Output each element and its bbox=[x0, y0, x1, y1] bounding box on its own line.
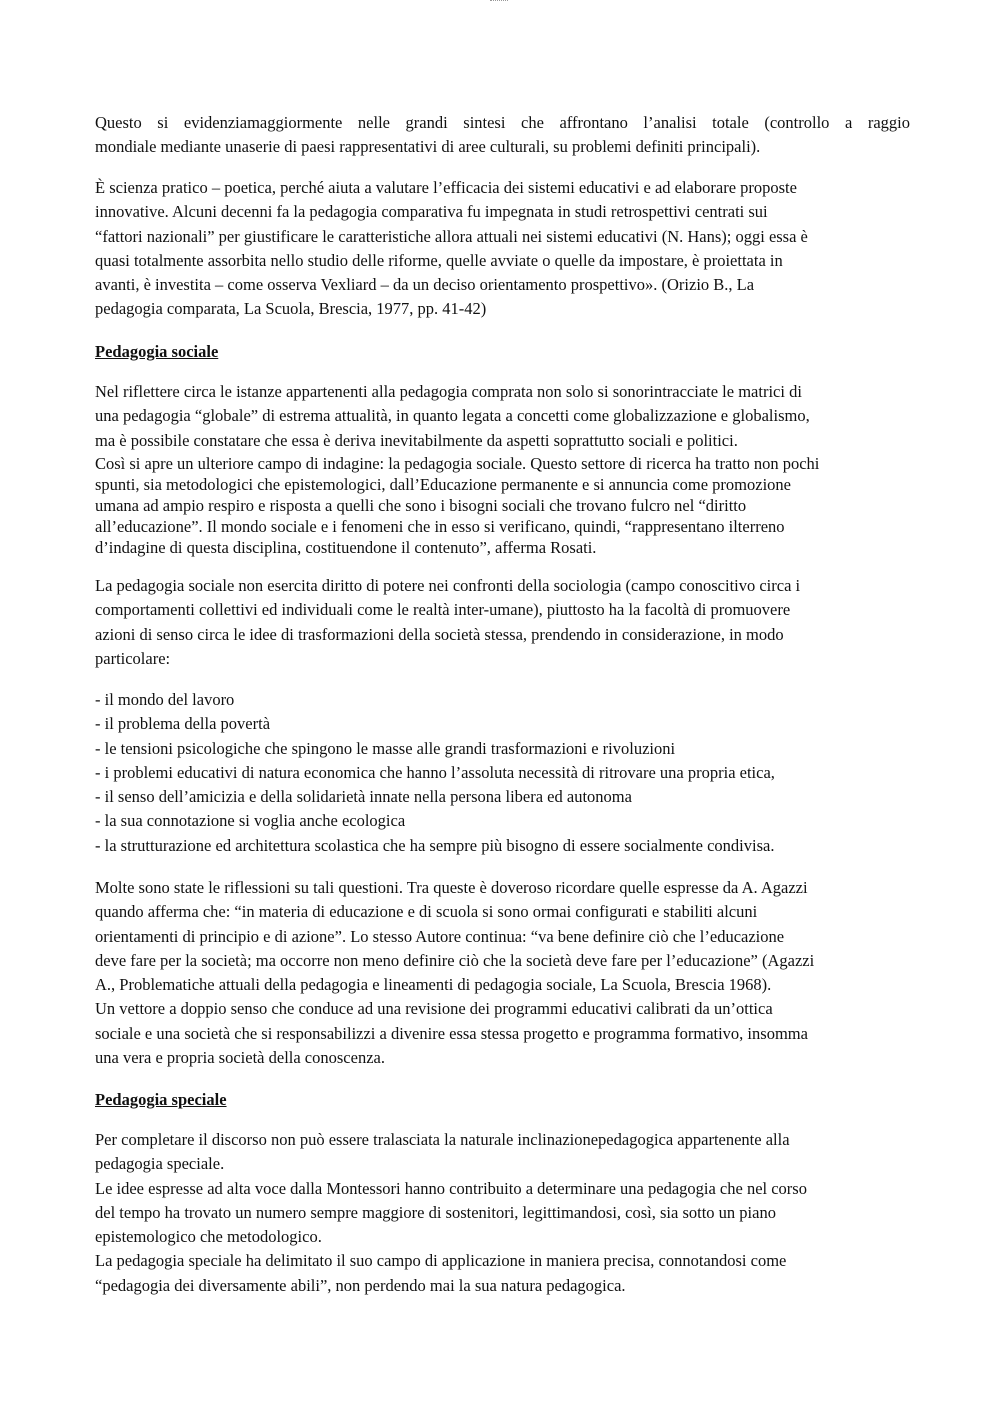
text-line: Le idee espresse ad alta voce dalla Montessori hanno contribuito a determinare una pedagogia che nel corso bbox=[95, 1178, 807, 1198]
text-line: del tempo ha trovato un numero sempre maggiore di sostenitori, legittimandosi, così, sia sotto un piano bbox=[95, 1202, 776, 1222]
text-line: “pedagogia dei diversamente abili”, non perdendo mai la sua natura pedagogica. bbox=[95, 1275, 626, 1295]
text-line: all’educazione”. Il mondo sociale e i fenomeni che in esso si verificano, quindi, “rappresentano ilterreno bbox=[95, 516, 785, 536]
paragraph-pedagogia-speciale bbox=[95, 1128, 910, 1298]
text-line: La pedagogia sociale non esercita diritto di potere nei confronti della sociologia (campo conoscitivo circa i bbox=[95, 576, 801, 595]
text-line: Un vettore a doppio senso che conduce ad una revisione dei programmi educativi calibrati da un’ottica bbox=[95, 999, 773, 1019]
list-item: - il mondo del lavoro bbox=[95, 690, 235, 709]
text-line: pedagogia speciale. bbox=[95, 1154, 225, 1174]
page-top-mark bbox=[490, 0, 508, 3]
text-line: Nel riflettere circa le istanze appartenenti alla pedagogia comprata non solo si sonorintracciate le matrici di bbox=[95, 382, 802, 401]
text-line: A., Problematiche attuali della pedagogia e lineamenti di pedagogia sociale, La Scuola, Brescia 1968). bbox=[95, 975, 772, 995]
text-line: sociale e una società che si responsabilizzi a divenire essa stessa progetto e programma formativo, insomma bbox=[95, 1023, 808, 1043]
paragraph-sociologia bbox=[95, 574, 910, 671]
text-line: deve fare per la società; ma occorre non meno definire ciò che la società deve fare per l’educazione” (Agazzi bbox=[95, 950, 815, 970]
text-line: Così si apre un ulteriore campo di indagine: la pedagogia sociale. Questo settore di ricerca ha tratto non pochi bbox=[95, 453, 820, 473]
text-line: quando afferma che: “in materia di educazione e di scuola si sono ormai configurati e stabiliti alcuni bbox=[95, 902, 758, 922]
text-line: Questo si evidenziamaggiormente nelle grandi sintesi che affrontano l’analisi totale (controllo a raggio bbox=[95, 113, 910, 132]
text-line: particolare: bbox=[95, 648, 171, 668]
section-heading-pedagogia-speciale: Pedagogia speciale bbox=[95, 1090, 227, 1109]
text-line: umana ad ampio respiro e risposta a quelli che sono i bisogni sociali che trovano fulcro nel “diritto bbox=[95, 495, 747, 515]
text-line: d’indagine di questa disciplina, costituendone il contenuto”, afferma Rosati. bbox=[95, 537, 597, 557]
list-item: - la sua connotazione si voglia anche ecologica bbox=[95, 811, 406, 831]
list-item: - i problemi educativi di natura economica che hanno l’assoluta necessità di ritrovare una propria etica, bbox=[95, 762, 775, 782]
topics-list bbox=[95, 688, 910, 858]
text-line: epistemologico che metodologico. bbox=[95, 1227, 322, 1247]
text-line: “fattori nazionali” per giustificare le caratteristiche allora attuali nei sistemi educativi (N. Hans); oggi essa è bbox=[95, 226, 808, 246]
paragraph-intro bbox=[95, 111, 910, 160]
text-line: spunti, sia metodologici che epistemologici, dall’Educazione permanente e si annuncia come promozione bbox=[95, 474, 791, 494]
text-line: È scienza pratico – poetica, perché aiuta a valutare l’efficacia dei sistemi educativi e ad elaborare proposte bbox=[95, 178, 797, 197]
text-line: innovative. Alcuni decenni fa la pedagogia comparativa fu impegnata in studi retrospettivi centrati sui bbox=[95, 202, 768, 222]
text-line: una pedagogia “globale” di estrema attualità, in quanto legata a concetti come globalizzazione e globalismo, bbox=[95, 406, 810, 426]
paragraph-scienza-pratico bbox=[95, 176, 910, 322]
text-line: La pedagogia speciale ha delimitato il suo campo di applicazione in maniera precisa, connotandosi come bbox=[95, 1251, 787, 1271]
list-item: - la strutturazione ed architettura scolastica che ha sempre più bisogno di essere socialmente condivisa. bbox=[95, 835, 775, 855]
text-line: pedagogia comparata, La Scuola, Brescia, 1977, pp. 41-42) bbox=[95, 299, 487, 319]
text-line: ma è possibile constatare che essa è deriva inevitabilmente da aspetti soprattutto sociali e politici. bbox=[95, 430, 738, 450]
text-line: avanti, è investita – come osserva Vexliard – da un deciso orientamento prospettivo». (Orizio B., La bbox=[95, 275, 755, 295]
text-line: azioni di senso circa le idee di trasformazioni della società stessa, prendendo in considerazione, in modo bbox=[95, 624, 784, 644]
text-line: mondiale mediante unaserie di paesi rappresentativi di aree culturali, su problemi definiti principali). bbox=[95, 137, 761, 157]
list-item: - il senso dell’amicizia e della solidarietà innate nella persona libera ed autonoma bbox=[95, 787, 632, 807]
list-item: - il problema della povertà bbox=[95, 714, 271, 734]
paragraph-pedagogia-globale bbox=[95, 380, 910, 558]
text-line: Per completare il discorso non può essere tralasciata la naturale inclinazionepedagogica appartenente alla bbox=[95, 1130, 790, 1149]
text-line: comportamenti collettivi ed individuali come le realtà inter-umane), piuttosto ha la facoltà di promuovere bbox=[95, 600, 791, 620]
list-item: - le tensioni psicologiche che spingono le masse alle grandi trasformazioni e rivoluzioni bbox=[95, 738, 676, 758]
section-heading-pedagogia-sociale: Pedagogia sociale bbox=[95, 342, 219, 361]
text-line: una vera e propria società della conoscenza. bbox=[95, 1048, 385, 1068]
text-line: orientamenti di principio e di azione”. Lo stesso Autore continua: “va bene definire ciò che l’educazione bbox=[95, 926, 785, 946]
text-line: Molte sono state le riflessioni su tali questioni. Tra queste è doveroso ricordare quelle espresse da A. Agazzi bbox=[95, 878, 808, 897]
paragraph-agazzi bbox=[95, 876, 910, 1070]
text-line: quasi totalmente assorbita nello studio delle riforme, quelle avviate o quelle da impostare, è proiettata in bbox=[95, 250, 783, 270]
